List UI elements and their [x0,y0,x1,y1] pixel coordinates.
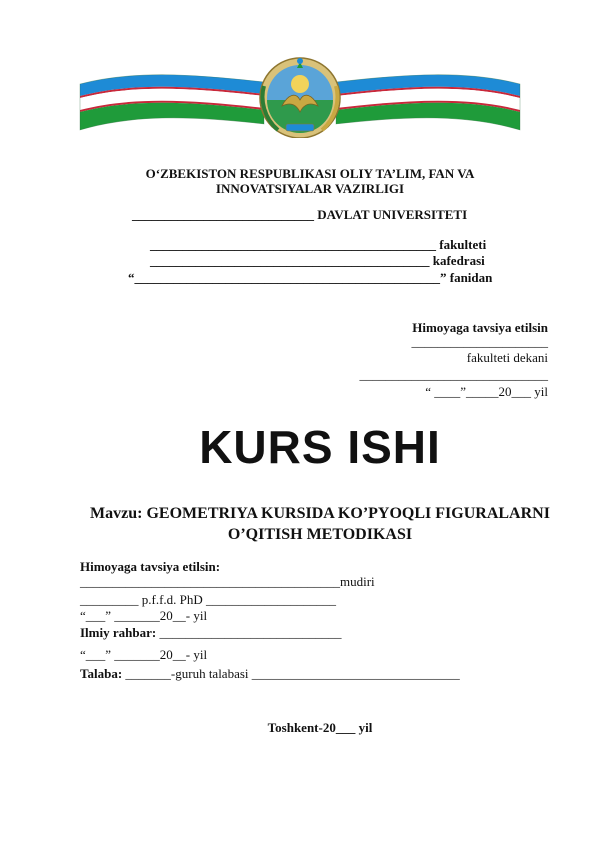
head-of-department-line: ________________________________________mudiri [80,574,375,589]
emblem-seal-icon [260,58,340,138]
document-title: KURS ISHI [199,421,441,473]
approval-heading-right: Himoyaga tavsiya etilsin [412,320,548,335]
approval-date-right: “ ____”_____20___ yil [425,384,548,399]
supervisor-row [80,625,341,641]
approval-line-2: _____________________________ [359,367,548,382]
university-line: ____________________________ DAVLAT UNIVERSITETI [132,207,468,222]
ministry-line-1: O‘ZBEKISTON RESPUBLIKASI OLIY TA’LIM, FAN VA [145,166,475,181]
phd-line: _________ p.f.f.d. PhD ____________________ [80,592,337,607]
topic-line-1: Mavzu: GEOMETRIYA KURSIDA KO’PYOQLI FIGURALARNI [90,505,550,522]
approval-date-left-1: “___” _______20__- yil [80,608,208,623]
state-emblem-icon [74,56,526,138]
left-flag-icon [80,75,264,130]
department-line: ___________________________________________ kafedrasi [150,253,485,268]
approval-heading-left: Himoyaga tavsiya etilsin: [80,559,221,574]
dean-label: fakulteti dekani [466,350,548,365]
faculty-line: ____________________________________________ fakulteti [150,237,487,252]
right-flag-icon [336,75,520,130]
supervisor-line: ____________________________ [156,625,342,640]
supervisor-label: Ilmiy rahbar: [80,625,157,640]
city-year: Toshkent-20___ yil [267,720,373,735]
student-line: _______-guruh talabasi ________________________________ [122,666,460,681]
topic-line-2: O’QITISH METODIKASI [227,526,413,543]
approval-line-1: _____________________ [411,334,548,349]
ministry-line-2: INNOVATSIYALAR VAZIRLIGI [215,181,405,196]
approval-date-left-2: “___” _______20__- yil [80,647,208,662]
student-label: Talaba: [80,666,123,681]
subject-line: “_______________________________________________” fanidan [128,270,493,285]
student-row [80,666,460,682]
